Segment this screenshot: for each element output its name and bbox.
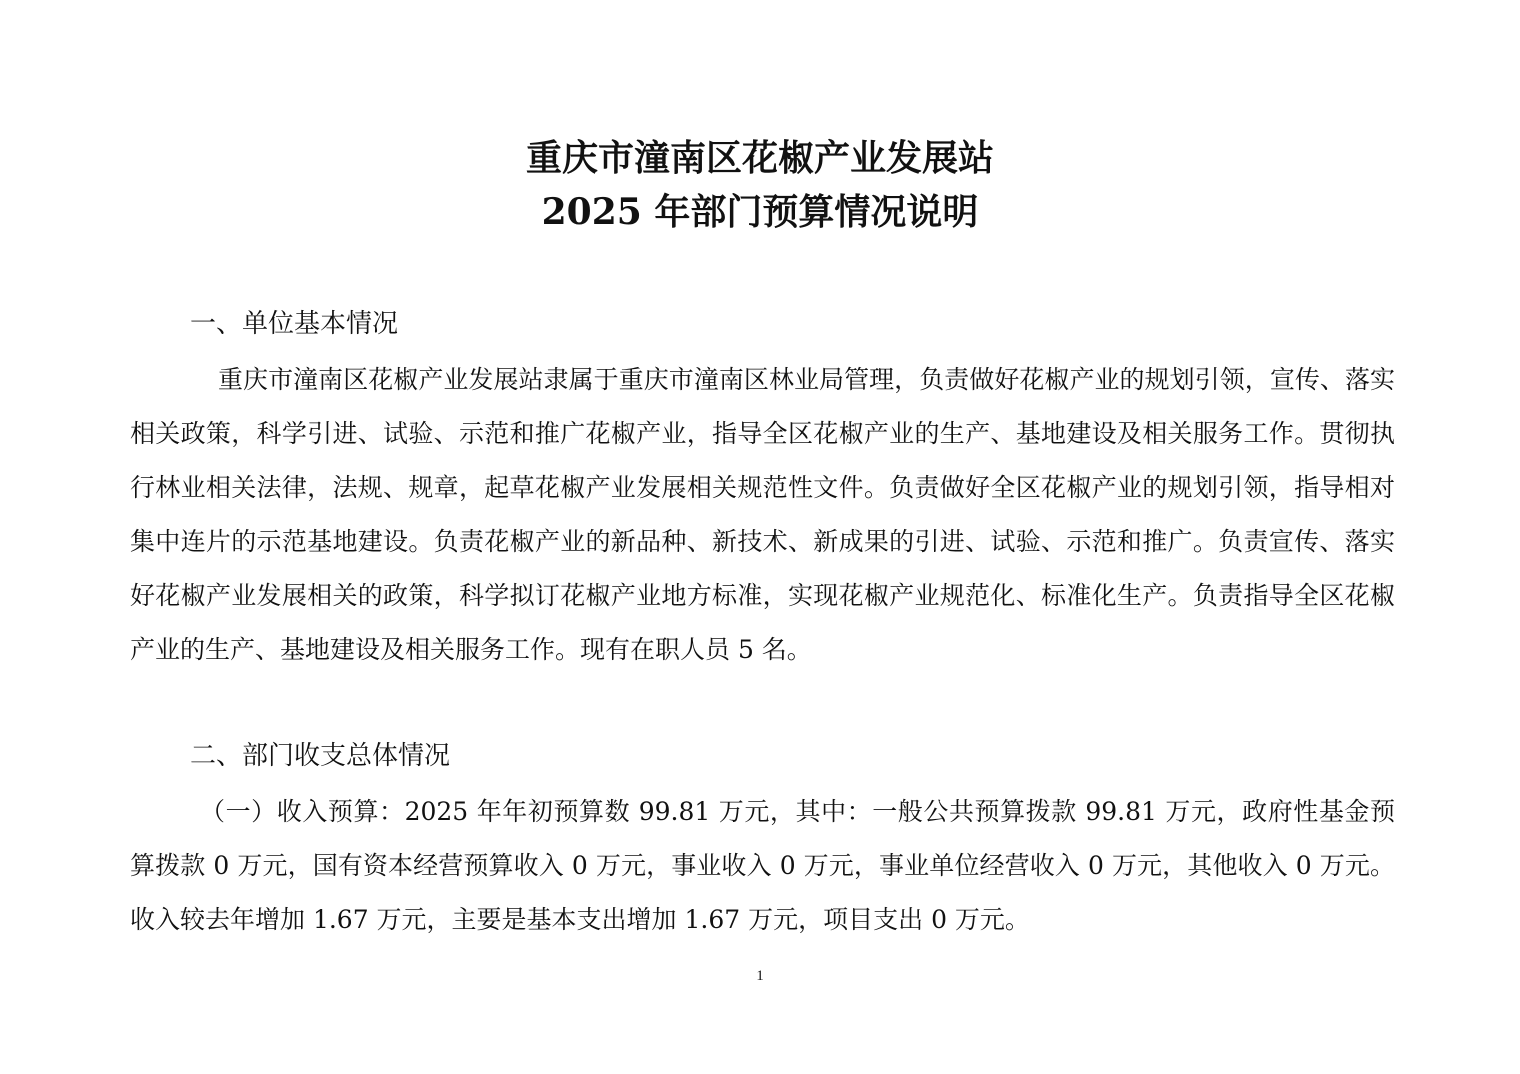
section-heading-basic-info: 一、单位基本情况 (190, 309, 399, 339)
document-title-line1: 重庆市潼南区花椒产业发展站 (525, 137, 994, 179)
section-paragraph-basic-info: 重庆市潼南区花椒产业发展站隶属于重庆市潼南区林业局管理，负责做好花椒产业的规划引领，宣传、落实相关政策，科学引进、试验、示范和推广花椒产业，指导全区花椒产业的生产、基地建设及相关服务工作。贯彻执行林业相关法律，法规、规章，起草花椒产业发展相关规范性文件。负责做好全区花椒产业的规划引领，指导相对集中连片的示范基地建设。负责花椒产业的新品种、新技术、新成果的引进、试验、示范和推广。负责宣传、落实好花椒产业发展相关的政策，科学拟订花椒产业地方标准，实现花椒产业规范化、标准化生产。负责指导全区花椒产业的生产、基地建设及相关服务工作。现有在职人员 5 名。 (130, 365, 1395, 664)
page-number: 1 (756, 968, 764, 984)
document-title-line2: 2025 年部门预算情况说明 (541, 191, 979, 233)
section-heading-budget-overview: 二、部门收支总体情况 (190, 741, 451, 771)
section-paragraph-income-budget: （一）收入预算：2025 年年初预算数 99.81 万元，其中：一般公共预算拨款 99.81 万元，政府性基金预算拨款 0 万元，国有资本经营预算收入 0 万元，事业收入 0 万元，事业单位经营收入 0 万元，其他收入 0 万元。收入较去年增加 1.67 万元，主要是基本支出增加 1.67 万元，项目支出 0 万元。 (130, 797, 1395, 934)
